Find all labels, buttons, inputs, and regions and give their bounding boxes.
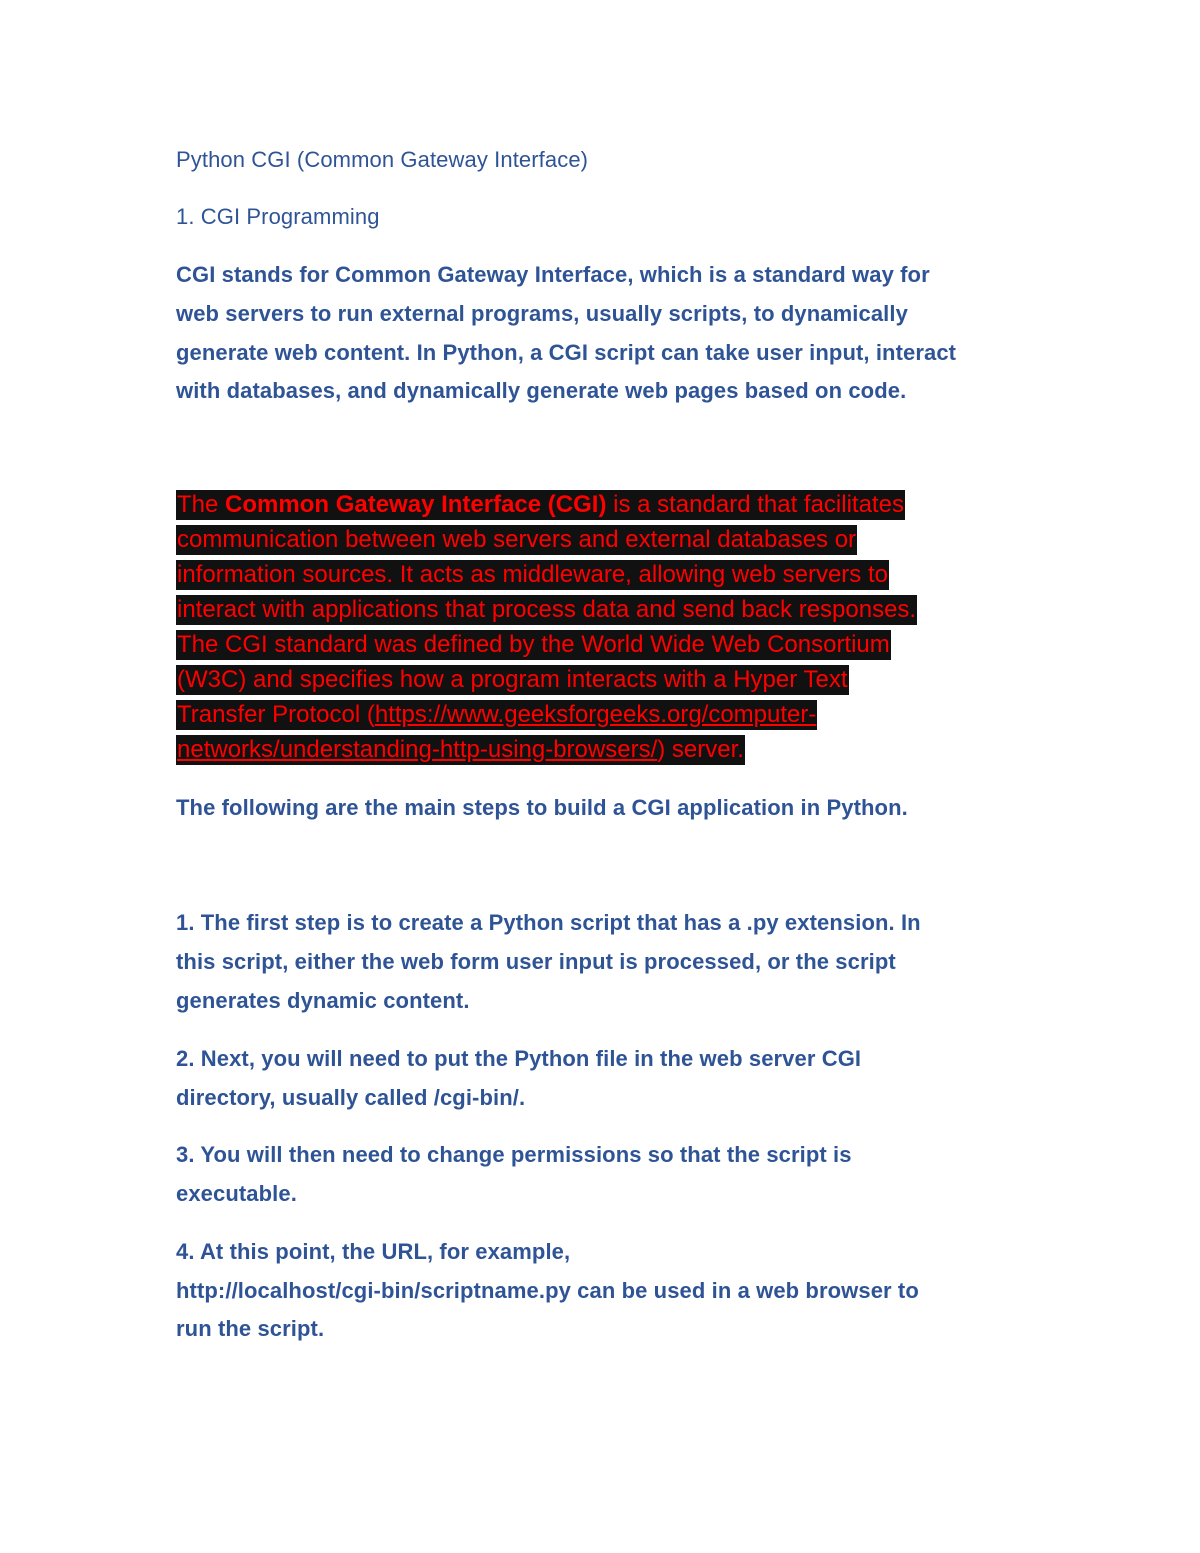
highlight-line: networks/understanding-http-using-browsers/) server. [177, 736, 744, 763]
highlight-line: The Common Gateway Interface (CGI) is a standard that facilitates [177, 491, 904, 518]
highlight-line: Transfer Protocol (https://www.geeksforgeeks.org/computer- [177, 701, 817, 728]
document-title: Python CGI (Common Gateway Interface) [176, 147, 589, 172]
step-line: run the script. [176, 1316, 325, 1341]
highlighted-paragraph [176, 487, 917, 767]
step-line: this script, either the web form user input is processed, or the script [176, 949, 896, 974]
step-line: generates dynamic content. [176, 988, 470, 1013]
step-line: directory, usually called /cgi-bin/. [176, 1085, 526, 1110]
intro-line: CGI stands for Common Gateway Interface, which is a standard way for [176, 262, 930, 287]
highlight-line: (W3C) and specifies how a program interacts with a Hyper Text [177, 666, 848, 693]
section-heading: 1. CGI Programming [176, 204, 380, 229]
step-line: 2. Next, you will need to put the Python file in the web server CGI [176, 1046, 862, 1071]
step-line: 4. At this point, the URL, for example, [176, 1239, 571, 1264]
step-line-url: http://localhost/cgi-bin/scriptname.py can be used in a web browser to [176, 1278, 919, 1303]
step-line: 3. You will then need to change permissions so that the script is [176, 1142, 852, 1167]
geeksforgeeks-link[interactable]: https://www.geeksforgeeks.org/computer- [374, 701, 817, 728]
intro-line: generate web content. In Python, a CGI script can take user input, interact [176, 340, 957, 365]
intro-line: with databases, and dynamically generate web pages based on code. [176, 378, 907, 403]
geeksforgeeks-link-continued[interactable]: networks/understanding-http-using-browsers/ [177, 736, 658, 763]
highlight-line: The CGI standard was defined by the World Wide Web Consortium [177, 631, 890, 658]
highlight-line: information sources. It acts as middleware, allowing web servers to [177, 561, 888, 588]
intro-line: web servers to run external programs, usually scripts, to dynamically [176, 301, 908, 326]
highlight-line: interact with applications that process data and send back responses. [177, 596, 917, 623]
step-line: executable. [176, 1181, 297, 1206]
highlight-bold-term: Common Gateway Interface (CGI) [225, 491, 607, 518]
highlight-line: communication between web servers and external databases or [177, 526, 857, 553]
step-line: 1. The first step is to create a Python script that has a .py extension. In [176, 910, 921, 935]
steps-intro: The following are the main steps to build a CGI application in Python. [176, 795, 908, 820]
